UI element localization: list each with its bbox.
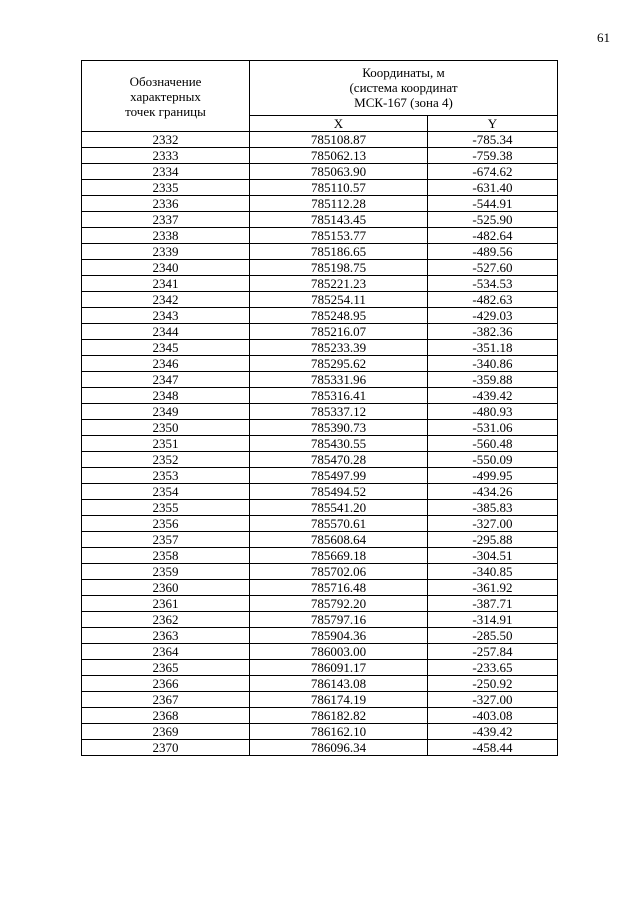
coordinates-table	[81, 60, 558, 756]
y-cell: -550.09	[427, 452, 557, 468]
x-cell: 785143.45	[250, 212, 428, 228]
table-row	[82, 356, 558, 372]
point-id-cell: 2369	[82, 724, 250, 740]
x-cell: 785570.61	[250, 516, 428, 532]
table-row	[82, 660, 558, 676]
x-cell: 785153.77	[250, 228, 428, 244]
table-row	[82, 420, 558, 436]
x-cell: 785430.55	[250, 436, 428, 452]
header-point-name	[82, 61, 250, 132]
x-cell: 785254.11	[250, 292, 428, 308]
x-cell: 786174.19	[250, 692, 428, 708]
y-cell: -499.95	[427, 468, 557, 484]
x-cell: 786096.34	[250, 740, 428, 756]
point-id-cell: 2354	[82, 484, 250, 500]
y-cell: -534.53	[427, 276, 557, 292]
x-cell: 785497.99	[250, 468, 428, 484]
y-cell: -304.51	[427, 548, 557, 564]
x-cell: 785108.87	[250, 132, 428, 148]
point-id-cell: 2343	[82, 308, 250, 324]
y-cell: -382.36	[427, 324, 557, 340]
table-row	[82, 372, 558, 388]
table-body	[82, 132, 558, 756]
table-row	[82, 212, 558, 228]
point-id-cell: 2367	[82, 692, 250, 708]
point-id-cell: 2350	[82, 420, 250, 436]
point-id-cell: 2365	[82, 660, 250, 676]
point-id-cell: 2357	[82, 532, 250, 548]
point-id-cell: 2370	[82, 740, 250, 756]
y-cell: -403.08	[427, 708, 557, 724]
table-row	[82, 500, 558, 516]
header-coordinates-line: МСК-167 (зона 4)	[354, 95, 453, 111]
point-id-cell: 2347	[82, 372, 250, 388]
table-row	[82, 132, 558, 148]
y-cell: -250.92	[427, 676, 557, 692]
y-cell: -439.42	[427, 724, 557, 740]
table-row	[82, 724, 558, 740]
y-cell: -525.90	[427, 212, 557, 228]
point-id-cell: 2364	[82, 644, 250, 660]
point-id-cell: 2346	[82, 356, 250, 372]
table-row	[82, 260, 558, 276]
table-row	[82, 468, 558, 484]
y-cell: -785.34	[427, 132, 557, 148]
y-cell: -295.88	[427, 532, 557, 548]
point-id-cell: 2356	[82, 516, 250, 532]
point-id-cell: 2360	[82, 580, 250, 596]
x-cell: 785608.64	[250, 532, 428, 548]
table-row	[82, 276, 558, 292]
table-row	[82, 580, 558, 596]
x-cell: 786003.00	[250, 644, 428, 660]
y-cell: -527.60	[427, 260, 557, 276]
y-cell: -233.65	[427, 660, 557, 676]
table-row	[82, 436, 558, 452]
table-row	[82, 324, 558, 340]
point-id-cell: 2339	[82, 244, 250, 260]
y-cell: -387.71	[427, 596, 557, 612]
y-cell: -480.93	[427, 404, 557, 420]
table-row	[82, 612, 558, 628]
x-cell: 785233.39	[250, 340, 428, 356]
x-cell: 785904.36	[250, 628, 428, 644]
point-id-cell: 2363	[82, 628, 250, 644]
point-id-cell: 2366	[82, 676, 250, 692]
table-row	[82, 596, 558, 612]
point-id-cell: 2345	[82, 340, 250, 356]
point-id-cell: 2342	[82, 292, 250, 308]
point-id-cell: 2333	[82, 148, 250, 164]
header-y: Y	[427, 115, 557, 131]
table-row	[82, 340, 558, 356]
header-point-name-line: Обозначение	[129, 73, 202, 89]
table-row	[82, 740, 558, 756]
x-cell: 785390.73	[250, 420, 428, 436]
table-row	[82, 164, 558, 180]
table-row	[82, 564, 558, 580]
y-cell: -482.64	[427, 228, 557, 244]
table-row	[82, 708, 558, 724]
table-row	[82, 676, 558, 692]
header-point-name-line: точек границы	[125, 103, 206, 119]
header-coordinates-line: Координаты, м	[362, 65, 445, 81]
point-id-cell: 2368	[82, 708, 250, 724]
x-cell: 785337.12	[250, 404, 428, 420]
point-id-cell: 2336	[82, 196, 250, 212]
x-cell: 785186.65	[250, 244, 428, 260]
x-cell: 785316.41	[250, 388, 428, 404]
header-coordinates	[250, 61, 558, 116]
table-row	[82, 228, 558, 244]
y-cell: -458.44	[427, 740, 557, 756]
table-row	[82, 404, 558, 420]
table-row	[82, 308, 558, 324]
table-row	[82, 180, 558, 196]
x-cell: 785494.52	[250, 484, 428, 500]
x-cell: 785541.20	[250, 500, 428, 516]
x-cell: 786182.82	[250, 708, 428, 724]
y-cell: -560.48	[427, 436, 557, 452]
table-row	[82, 548, 558, 564]
y-cell: -439.42	[427, 388, 557, 404]
y-cell: -544.91	[427, 196, 557, 212]
table-row	[82, 292, 558, 308]
x-cell: 785221.23	[250, 276, 428, 292]
y-cell: -351.18	[427, 340, 557, 356]
point-id-cell: 2353	[82, 468, 250, 484]
x-cell: 785792.20	[250, 596, 428, 612]
y-cell: -285.50	[427, 628, 557, 644]
table-row	[82, 484, 558, 500]
point-id-cell: 2361	[82, 596, 250, 612]
y-cell: -434.26	[427, 484, 557, 500]
y-cell: -674.62	[427, 164, 557, 180]
table-row	[82, 452, 558, 468]
point-id-cell: 2334	[82, 164, 250, 180]
point-id-cell: 2348	[82, 388, 250, 404]
table-row	[82, 244, 558, 260]
y-cell: -531.06	[427, 420, 557, 436]
point-id-cell: 2359	[82, 564, 250, 580]
x-cell: 785702.06	[250, 564, 428, 580]
point-id-cell: 2362	[82, 612, 250, 628]
table-row	[82, 692, 558, 708]
point-id-cell: 2338	[82, 228, 250, 244]
x-cell: 786091.17	[250, 660, 428, 676]
table-row	[82, 532, 558, 548]
point-id-cell: 2344	[82, 324, 250, 340]
header-point-name-line: характерных	[130, 88, 201, 104]
x-cell: 785716.48	[250, 580, 428, 596]
y-cell: -327.00	[427, 516, 557, 532]
x-cell: 785063.90	[250, 164, 428, 180]
x-cell: 785110.57	[250, 180, 428, 196]
x-cell: 785295.62	[250, 356, 428, 372]
page-number: 61	[597, 30, 610, 45]
header-coordinates-line: (система координат	[349, 80, 458, 96]
x-cell: 785062.13	[250, 148, 428, 164]
point-id-cell: 2358	[82, 548, 250, 564]
x-cell: 785112.28	[250, 196, 428, 212]
y-cell: -359.88	[427, 372, 557, 388]
y-cell: -361.92	[427, 580, 557, 596]
y-cell: -340.85	[427, 564, 557, 580]
x-cell: 786143.08	[250, 676, 428, 692]
point-id-cell: 2335	[82, 180, 250, 196]
point-id-cell: 2355	[82, 500, 250, 516]
x-cell: 785248.95	[250, 308, 428, 324]
x-cell: 785797.16	[250, 612, 428, 628]
y-cell: -482.63	[427, 292, 557, 308]
x-cell: 785470.28	[250, 452, 428, 468]
y-cell: -257.84	[427, 644, 557, 660]
y-cell: -327.00	[427, 692, 557, 708]
point-id-cell: 2352	[82, 452, 250, 468]
y-cell: -385.83	[427, 500, 557, 516]
x-cell: 785198.75	[250, 260, 428, 276]
table-row	[82, 644, 558, 660]
point-id-cell: 2351	[82, 436, 250, 452]
table-row	[82, 148, 558, 164]
table-row	[82, 516, 558, 532]
y-cell: -759.38	[427, 148, 557, 164]
table-row	[82, 628, 558, 644]
point-id-cell: 2341	[82, 276, 250, 292]
table-row	[82, 196, 558, 212]
y-cell: -489.56	[427, 244, 557, 260]
point-id-cell: 2349	[82, 404, 250, 420]
y-cell: -314.91	[427, 612, 557, 628]
x-cell: 785331.96	[250, 372, 428, 388]
y-cell: -429.03	[427, 308, 557, 324]
x-cell: 786162.10	[250, 724, 428, 740]
y-cell: -340.86	[427, 356, 557, 372]
point-id-cell: 2332	[82, 132, 250, 148]
point-id-cell: 2340	[82, 260, 250, 276]
x-cell: 785669.18	[250, 548, 428, 564]
table-row	[82, 388, 558, 404]
y-cell: -631.40	[427, 180, 557, 196]
header-x: X	[250, 115, 428, 131]
x-cell: 785216.07	[250, 324, 428, 340]
point-id-cell: 2337	[82, 212, 250, 228]
